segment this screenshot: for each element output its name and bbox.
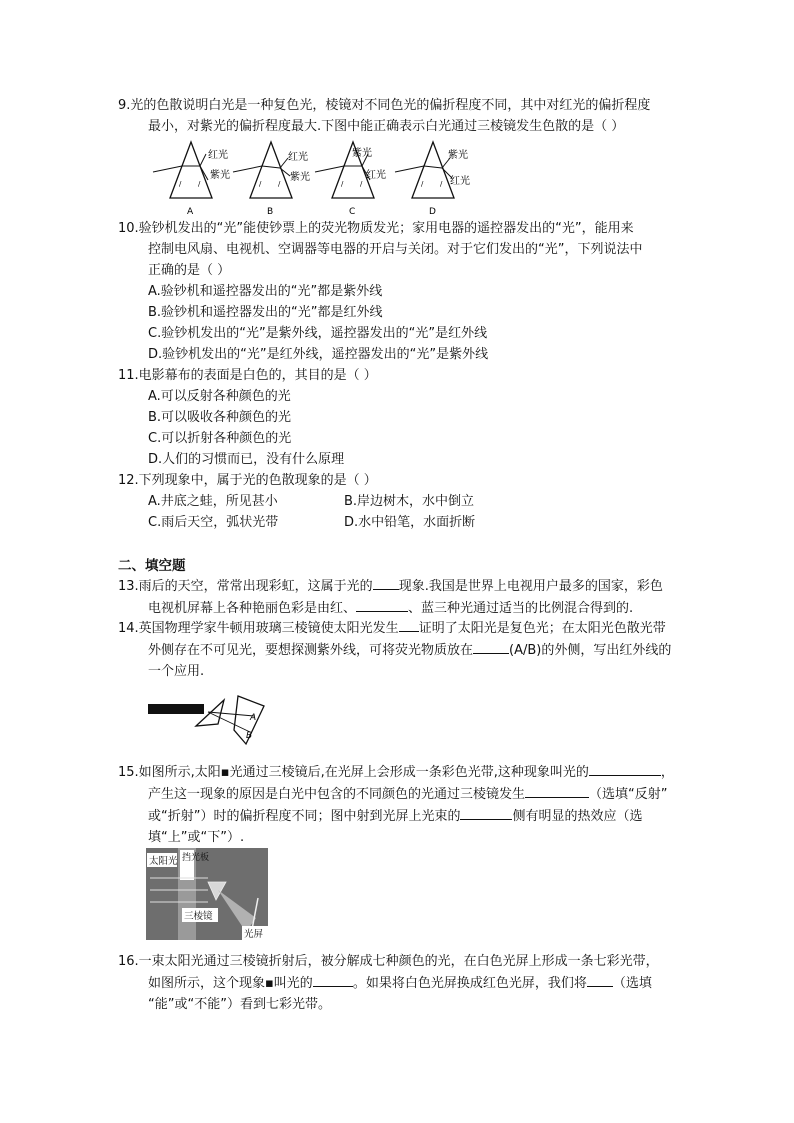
q15-line3 [118,805,698,827]
q14-line1 [118,617,698,639]
q9-b-label: B [267,207,274,217]
q9-figure-c [315,142,386,217]
q15-text-3a: 或“折射”）时的偏折程度不同；图中射到光屏上光束的 [148,809,461,824]
section-heading-fill-blank: 二、填空题 [118,558,186,574]
q15-sunlight-prism-figure [146,848,268,940]
question-12 [118,470,698,533]
q11-option-c: C.可以折射各种颜色的光 [148,431,292,446]
question-16 [118,951,698,1015]
svg-text:/: / [440,180,443,188]
q9-d-top-label: 紫光 [448,150,468,161]
q13-line1 [118,575,698,597]
q16-line3: “能”或“不能”）看到七彩光带。 [148,997,331,1012]
q9-b-bottom-label: 紫光 [290,172,310,183]
q16-blank-1[interactable] [313,972,353,987]
q9-a-label: A [187,207,194,217]
q16-line2 [118,972,698,994]
q14-text-1a: 14.英国物理学家牛顿用玻璃三棱镜使太阳光发生 [118,621,399,636]
q15-label-prism: 三棱镜 [184,911,213,922]
q15-line2 [118,783,698,805]
q14-blank-2[interactable] [473,639,509,654]
question-15 [118,761,698,848]
q12-option-b: B.岸边树木，水中倒立 [344,494,475,509]
q15-label-screen: 光屏 [244,929,264,940]
q15-text-2a: 产生这一现象的原因是白光中包含的不同颜色的光通过三棱镜发生 [148,787,526,802]
question-10 [118,218,698,365]
svg-text:/: / [179,180,182,188]
q10-option-b: B.验钞机和遥控器发出的“光”都是红外线 [148,305,383,320]
q15-line1 [118,761,698,783]
q14-text-1b: 证明了太阳光是复色光；在太阳光色散光带 [418,621,666,636]
q9-d-bottom-label: 红光 [450,176,470,187]
svg-text:/: / [259,180,262,188]
q14-prism-figure [146,690,271,748]
q12-option-a: A.井底之蛙，所见甚小 [148,494,278,509]
q14-line3: 一个应用. [148,664,205,679]
q12-options-row1 [118,491,698,512]
svg-text:/: / [341,180,344,188]
q12-stem: 12.下列现象中，属于光的色散现象的是（ ） [118,473,377,488]
q16-line1: 16.一束太阳光通过三棱镜折射后，被分解成七种颜色的光，在白色光屏上形成一条七彩光带， [118,954,659,969]
q11-option-d: D.人们的习惯而已，没有什么原理 [148,452,345,467]
q16-text-2a: 如图所示，这个现象▪叫光的 [148,976,313,991]
q15-line4: 填“上”或“下”）. [148,830,245,845]
q10-stem-line3: 正确的是（ ） [148,263,231,278]
q13-blank-2[interactable] [356,597,408,612]
q9-c-top-label: 紫光 [352,148,372,159]
q12-option-c: C.雨后天空，弧状光带 [148,515,279,530]
svg-text:/: / [278,180,281,188]
q9-figure-a [153,142,230,217]
q10-option-c: C.验钞机发出的“光”是紫外线，遥控器发出的“光”是红外线 [148,326,488,341]
svg-text:/: / [421,180,424,188]
q15-label-board: 挡光板 [182,853,210,863]
q9-stem-line2: 最小，对紫光的偏折程度最大.下图中能正确表示白光通过三棱镜发生色散的是（ ） [148,119,625,134]
q9-b-top-label: 红光 [288,152,308,163]
q12-options-row2 [118,512,698,533]
svg-text:/: / [198,180,201,188]
question-13 [118,575,698,619]
q11-option-b: B.可以吸收各种颜色的光 [148,410,292,425]
q14-text-2b: (A/B)的外侧，写出红外线的 [509,643,672,658]
q15-text-1b: ， [660,765,674,780]
q13-line2 [118,597,698,619]
q15-blank-2[interactable] [525,783,589,798]
q15-blank-3[interactable] [460,805,512,820]
q10-option-d: D.验钞机发出的“光”是红外线，遥控器发出的“光”是紫外线 [148,347,489,362]
svg-text:/: / [360,180,363,188]
q10-stem-line2: 控制电风扇、电视机、空调器等电器的开启与关闭。对于它们发出的“光”，下列说法中 [148,242,643,257]
question-14 [118,617,698,682]
q15-text-2b: （选填“反射” [589,787,668,802]
q9-c-bottom-label: 红光 [366,170,386,181]
q14-label-b: B [246,731,253,741]
q13-text-1a: 13.雨后的天空，常常出现彩虹，这属于光的 [118,579,373,594]
q9-d-label: D [429,207,436,217]
q15-text-1a: 15.如图所示,太阳▪光通过三棱镜后,在光屏上会形成一条彩色光带,这种现象叫光的 [118,765,589,780]
q15-text-3b: 侧有明显的热效应（选 [512,809,643,824]
q14-text-2a: 外侧存在不可见光，要想探测紫外线，可将荧光物质放在 [148,643,474,658]
q16-blank-2[interactable] [587,972,613,987]
q9-stem-line1: 9.光的色散说明白光是一种复色光，棱镜对不同色光的偏折程度不同，其中对红光的偏折程度 [118,98,651,113]
question-9 [118,95,698,137]
q9-figure-d [395,142,470,217]
question-11 [118,365,698,470]
q14-line2 [118,639,698,661]
q15-blank-1[interactable] [589,761,661,776]
q11-option-a: A.可以反射各种颜色的光 [148,389,291,404]
q10-stem-line1: 10.验钞机发出的“光”能使钞票上的荧光物质发光；家用电器的遥控器发出的“光”，能用来 [118,221,634,236]
q9-a-top-label: 红光 [208,150,228,161]
q16-text-2b: 。如果将白色光屏换成红色光屏，我们将 [352,976,587,991]
q9-c-label: C [349,207,356,217]
q14-blank-1[interactable] [399,617,419,632]
q13-text-2b: 、蓝三种光通过适当的比例混合得到的. [408,601,634,616]
q13-text-2a: 电视机屏幕上各种艳丽色彩是由红、 [148,601,357,616]
q13-text-1b: 现象.我国是世界上电视用户最多的国家，彩色 [398,579,663,594]
q15-label-sun: 太阳光 [149,856,178,867]
q13-blank-1[interactable] [373,575,399,590]
q9-figure-b [233,142,310,217]
q9-a-bottom-label: 紫光 [210,170,230,181]
q11-stem: 11.电影幕布的表面是白色的，其目的是（ ） [118,368,377,383]
q14-label-a: A [250,713,257,723]
q12-option-d: D.水中铅笔，水面折断 [344,515,476,530]
q9-prism-figures [150,136,480,218]
q10-option-a: A.验钞机和遥控器发出的“光”都是紫外线 [148,284,383,299]
q16-text-2c: （选填 [612,976,652,991]
